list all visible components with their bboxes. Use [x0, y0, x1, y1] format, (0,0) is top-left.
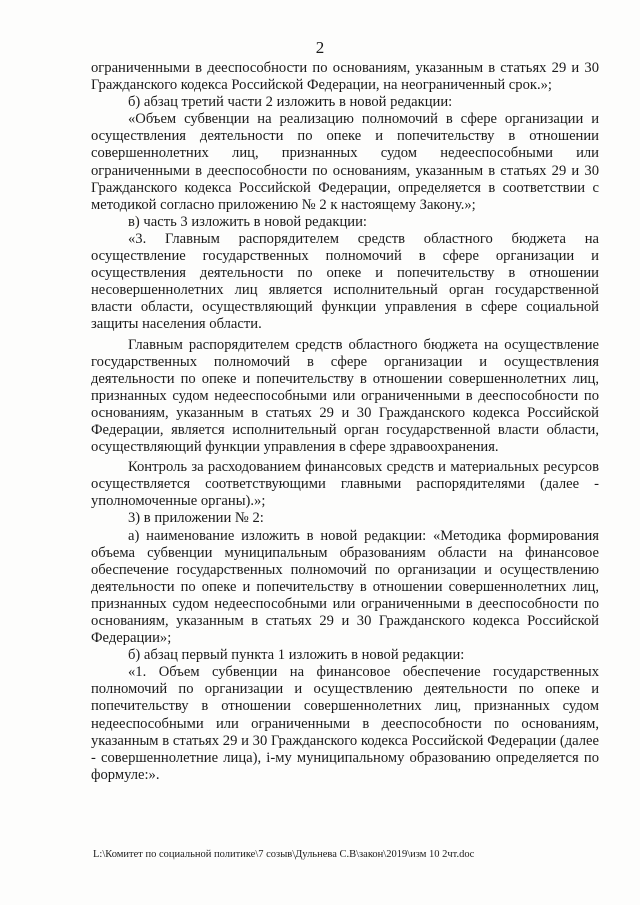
- paragraph-amendment-a: а) наименование изложить в новой редакции: «Методика формирования объема субвенции муниципальным образованиям области на финансовое обеспечение государственных полномочий по организации и осуществлению деятельности по опеке и попечительству в отношении совершеннолетних лиц, признанных судом недееспособными или ограниченными в дееспособности по основаниям, указанным в статьях 29 и 30 Гражданского кодекса Российской Федерации»;: [91, 527, 599, 647]
- paragraph-amendment-v: в) часть 3 изложить в новой редакции:: [128, 213, 367, 230]
- paragraph-amendment-b: б) абзац третий части 2 изложить в новой редакции:: [128, 94, 453, 111]
- page-number: 2: [315, 38, 325, 57]
- paragraph-formula-intro: «1. Объем субвенции на финансовое обеспечение государственных полномочий по организации и осуществлению деятельности по опеке и попечительству в отношении совершеннолетних лиц, признанных судом недееспособными или ограниченными в дееспособности по основаниям, указанным в статьях 29 и 30 Гражданского кодекса Российской Федерации (далее - совершеннолетние лица), i-му муниципальному образованию определяется по формуле:».: [91, 664, 599, 783]
- footer-file-path: L:\Комитет по социальной политике\7 созыв\Дульнева С.В\закон\2019\изм 10 2чт.doc: [93, 849, 475, 860]
- paragraph-subvention-volume: «Объем субвенции на реализацию полномочий в сфере организации и осуществления деятельности по опеке и попечительству в отношении совершеннолетних лиц, признанных судом недееспособными или ограниченными в дееспособности по основаниям, указанным в статьях 29 и 30 Гражданского кодекса Российской Федерации, определяется в соответствии с методикой согласно приложению № 2 к настоящему Закону.»;: [91, 111, 599, 213]
- paragraph-continuation: ограниченными в дееспособности по основаниям, указанным в статьях 29 и 30 Гражданского кодекса Российской Федерации, на неограниченный срок.»;: [91, 60, 599, 94]
- paragraph-amendment-b2: б) абзац первый пункта 1 изложить в новой редакции:: [128, 647, 465, 664]
- paragraph-control: Контроль за расходованием финансовых средств и материальных ресурсов осуществляется соответствующими главными распорядителями (далее - уполномоченные органы).»;: [91, 459, 599, 510]
- paragraph-appendix-2: 3) в приложении № 2:: [128, 510, 264, 527]
- paragraph-main-administrator: Главным распорядителем средств областного бюджета на осуществление государственных полномочий в сфере организации и осуществления деятельности по опеке и попечительству в отношении совершеннолетних лиц, признанных судом недееспособными или ограниченными в дееспособности по основаниям, указанным в статьях 29 и 30 Гражданского кодекса Российской Федерации, является исполнительный орган государственной власти области, осуществляющий функции управления в сфере здравоохранения.: [91, 336, 599, 456]
- document-body: [91, 60, 599, 784]
- paragraph-part-3: «3. Главным распорядителем средств областного бюджета на осуществление государственных полномочий в сфере организации и осуществления деятельности по опеке и попечительству в отношении несовершеннолетних лиц является исполнительный орган государственной власти области, осуществляющий функции управления в сфере социальной защиты населения области.: [91, 230, 599, 333]
